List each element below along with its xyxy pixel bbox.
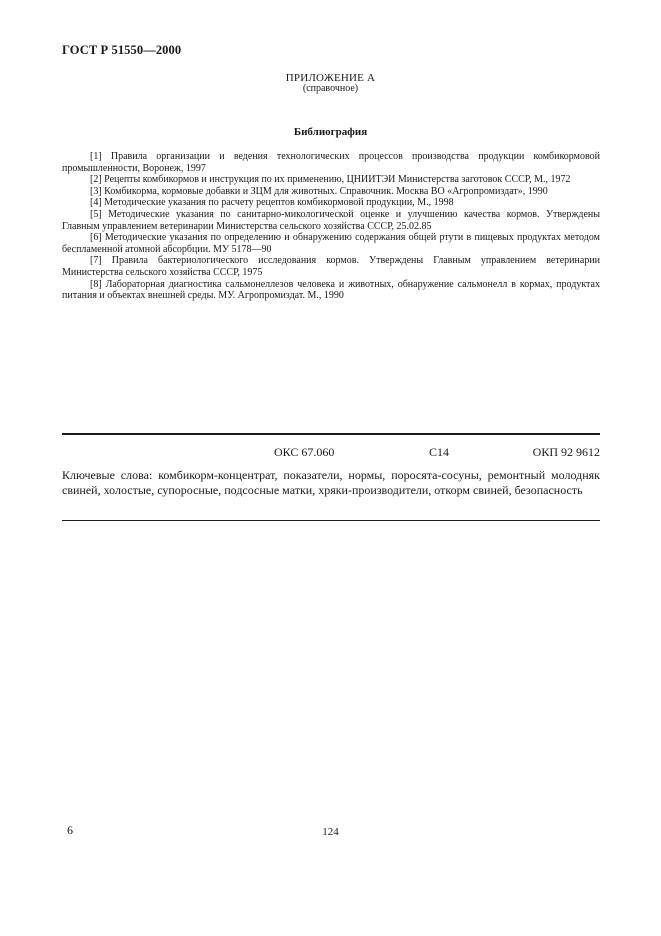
- bibliography-item: [8] Лабораторная диагностика сальмонеллезов человека и животных, обнаружение сальмонелл в кормах, продуктах питания и объектах внешней среды. МУ. Агропромиздат. М., 1990: [62, 278, 600, 302]
- group-code: С14: [429, 445, 450, 459]
- bibliography-item: [2] Рецепты комбикормов и инструкция по их применению, ЦНИИТЭИ Министерства заготовок СССР, М., 1972: [90, 174, 571, 186]
- bibliography-item: [5] Методические указания по санитарно-микологической оценке и улучшению качества кормов. Утверждены Главным управлением ветеринарии Министерства сельского хозяйства СССР, 25.02.85: [62, 208, 600, 232]
- bibliography-list: [62, 151, 600, 302]
- page-number: 124: [322, 826, 339, 838]
- bibliography-item: [1] Правила организации и ведения технологических процессов производства продукции комбикормовой промышленности, Воронеж, 1997: [62, 151, 600, 174]
- bibliography-heading: Библиография: [293, 126, 368, 138]
- top-divider: [62, 433, 600, 435]
- okp-code: ОКП 92 9612: [532, 445, 600, 459]
- standard-code: ГОСТ Р 51550—2000: [62, 43, 182, 57]
- bibliography-item: [4] Методические указания по расчету рецептов комбикормовой продукции, М., 1998: [90, 197, 454, 209]
- keywords: Ключевые слова: комбикорм-концентрат, показатели, нормы, поросята-сосуны, ремонтный молодняк свиней, холостые, супоросные, подсосные матки, хряки-производители, откорм свиней, безопасность: [62, 468, 600, 497]
- bibliography-item: [7] Правила бактериологического исследования кормов. Утверждены Главным управлением ветеринарии Министерства сельского хозяйства СССР, 1975: [62, 255, 600, 278]
- annex-subtitle: (справочное): [302, 83, 359, 94]
- bottom-divider: [62, 520, 600, 521]
- bibliography-item: [6] Методические указания по определению и обнаружению содержания общей ртути в пищевых продуктах методом беспламенной атомной абсорбции. МУ 5178—90: [62, 232, 600, 255]
- oks-code: ОКС 67.060: [274, 445, 335, 459]
- annex-title: ПРИЛОЖЕНИЕ А: [285, 72, 376, 84]
- bibliography-item: [3] Комбикорма, кормовые добавки и ЗЦМ для животных. Справочник. Москва ВО «Агропромиздат», 1990: [90, 185, 548, 197]
- sheet-number: 6: [67, 823, 73, 837]
